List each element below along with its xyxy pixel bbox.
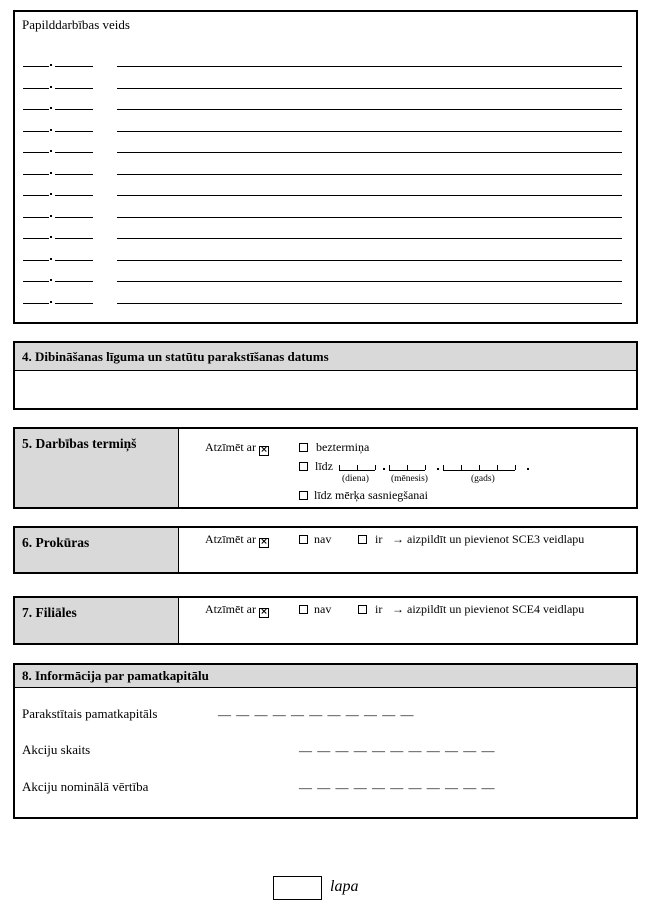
nominal-value-label: Akciju nominālā vērtība <box>22 779 149 794</box>
checkbox-unlimited[interactable] <box>299 443 308 452</box>
code-part-1[interactable] <box>23 174 49 175</box>
code-separator <box>50 301 52 303</box>
activity-description-line[interactable] <box>117 152 622 153</box>
checked-box-icon: × <box>260 537 268 547</box>
date-digit-slot[interactable] <box>497 470 515 471</box>
code-separator <box>50 279 52 281</box>
option-goal[interactable]: līdz mērķa sasniegšanai <box>299 488 428 503</box>
section-4 <box>13 341 638 410</box>
code-part-1[interactable] <box>23 195 49 196</box>
code-part-1[interactable] <box>23 88 49 89</box>
subscribed-capital-field[interactable]: — — — — — — — — — — — <box>218 707 415 722</box>
checkbox-goal[interactable] <box>299 491 308 500</box>
code-part-2[interactable] <box>55 152 93 153</box>
option-yes[interactable]: ir <box>358 532 382 547</box>
code-part-2[interactable] <box>55 217 93 218</box>
code-part-2[interactable] <box>55 174 93 175</box>
section-6-title: 6. Prokūras <box>15 528 179 572</box>
date-digit-slot[interactable] <box>461 470 479 471</box>
section-6 <box>13 526 638 574</box>
label-year: (gads) <box>471 474 495 484</box>
option-yes[interactable]: ir <box>358 602 382 617</box>
code-part-1[interactable] <box>23 66 49 67</box>
share-count-field[interactable]: — — — — — — — — — — — <box>299 743 496 758</box>
date-digit-slot[interactable] <box>443 470 461 471</box>
date-digit-slot[interactable] <box>407 470 425 471</box>
date-digit-tick <box>479 465 480 470</box>
code-separator <box>50 129 52 131</box>
code-separator <box>50 107 52 109</box>
date-digit-tick <box>497 465 498 470</box>
code-part-2[interactable] <box>55 260 93 261</box>
code-part-1[interactable] <box>23 152 49 153</box>
activity-description-line[interactable] <box>117 217 622 218</box>
extra-activities-title: Papilddarbības veids <box>22 17 130 32</box>
date-digit-tick <box>389 465 390 470</box>
section-5 <box>13 427 638 509</box>
activity-description-line[interactable] <box>117 281 622 282</box>
activity-description-line[interactable] <box>117 174 622 175</box>
mark-with-label: Atzīmēt ar × <box>205 602 268 617</box>
mark-with-label: Atzīmēt ar × <box>205 532 268 547</box>
section-8 <box>13 663 638 819</box>
option-no[interactable]: nav <box>299 532 331 547</box>
activity-description-line[interactable] <box>117 195 622 196</box>
checkbox-no[interactable] <box>299 535 308 544</box>
option-unlimited[interactable]: beztermiņa <box>299 440 369 455</box>
option-until[interactable]: līdz <box>299 459 333 474</box>
page-number-box[interactable] <box>273 876 322 900</box>
code-part-2[interactable] <box>55 88 93 89</box>
extra-activities-section <box>13 10 638 324</box>
date-separator <box>383 468 385 470</box>
subscribed-capital-label: Parakstītais pamatkapitāls <box>22 706 158 721</box>
code-part-1[interactable] <box>23 281 49 282</box>
instruction-text: → aizpildīt un pievienot SCE3 veidlapu <box>392 532 585 546</box>
code-separator <box>50 193 52 195</box>
date-digit-tick <box>425 465 426 470</box>
code-part-2[interactable] <box>55 303 93 304</box>
code-part-1[interactable] <box>23 260 49 261</box>
section-5-title: 5. Darbības termiņš <box>15 429 179 507</box>
date-digit-tick <box>357 465 358 470</box>
code-part-2[interactable] <box>55 238 93 239</box>
code-part-1[interactable] <box>23 303 49 304</box>
section-4-title: 4. Dibināšanas līguma un statūtu parakstīšanas datums <box>15 343 636 371</box>
code-separator <box>50 236 52 238</box>
section-7-title: 7. Filiāles <box>15 598 179 643</box>
code-separator <box>50 172 52 174</box>
date-digit-tick <box>339 465 340 470</box>
code-part-1[interactable] <box>23 217 49 218</box>
date-digit-tick <box>443 465 444 470</box>
checkbox-until[interactable] <box>299 462 308 471</box>
date-separator <box>527 468 529 470</box>
checkbox-yes[interactable] <box>358 605 367 614</box>
checked-box-icon: × <box>260 445 268 455</box>
instruction-text: → aizpildīt un pievienot SCE4 veidlapu <box>392 602 585 616</box>
code-part-2[interactable] <box>55 131 93 132</box>
code-part-2[interactable] <box>55 66 93 67</box>
code-part-2[interactable] <box>55 109 93 110</box>
checkbox-no[interactable] <box>299 605 308 614</box>
date-digit-slot[interactable] <box>389 470 407 471</box>
mark-with-label: Atzīmēt ar × <box>205 440 268 455</box>
code-separator <box>50 150 52 152</box>
code-separator <box>50 215 52 217</box>
label-day: (diena) <box>342 474 369 484</box>
code-separator <box>50 258 52 260</box>
activity-description-line[interactable] <box>117 131 622 132</box>
activity-description-line[interactable] <box>117 88 622 89</box>
section-7 <box>13 596 638 645</box>
code-part-1[interactable] <box>23 238 49 239</box>
activity-description-line[interactable] <box>117 66 622 67</box>
code-separator <box>50 86 52 88</box>
code-part-1[interactable] <box>23 131 49 132</box>
section-8-title: 8. Informācija par pamatkapitālu <box>15 665 636 688</box>
nominal-value-field[interactable]: — — — — — — — — — — — <box>299 780 496 795</box>
share-count-label: Akciju skaits <box>22 742 91 757</box>
date-separator <box>437 468 439 470</box>
code-part-2[interactable] <box>55 195 93 196</box>
option-no[interactable]: nav <box>299 602 331 617</box>
date-digit-tick <box>515 465 516 470</box>
activity-description-line[interactable] <box>117 109 622 110</box>
activity-description-line[interactable] <box>117 238 622 239</box>
date-digit-tick <box>375 465 376 470</box>
date-digit-slot[interactable] <box>479 470 497 471</box>
checked-box-icon: × <box>260 607 268 617</box>
code-separator <box>50 64 52 66</box>
activity-description-line[interactable] <box>117 260 622 261</box>
date-digit-slot[interactable] <box>339 470 357 471</box>
date-digit-tick <box>461 465 462 470</box>
date-digit-slot[interactable] <box>357 470 375 471</box>
checkbox-yes[interactable] <box>358 535 367 544</box>
label-month: (mēnesis) <box>391 474 428 484</box>
activity-description-line[interactable] <box>117 303 622 304</box>
page-label: lapa <box>330 878 359 895</box>
code-part-2[interactable] <box>55 281 93 282</box>
code-part-1[interactable] <box>23 109 49 110</box>
date-input-boxes[interactable] <box>339 459 539 475</box>
signing-date-field[interactable] <box>15 371 636 408</box>
date-digit-tick <box>407 465 408 470</box>
